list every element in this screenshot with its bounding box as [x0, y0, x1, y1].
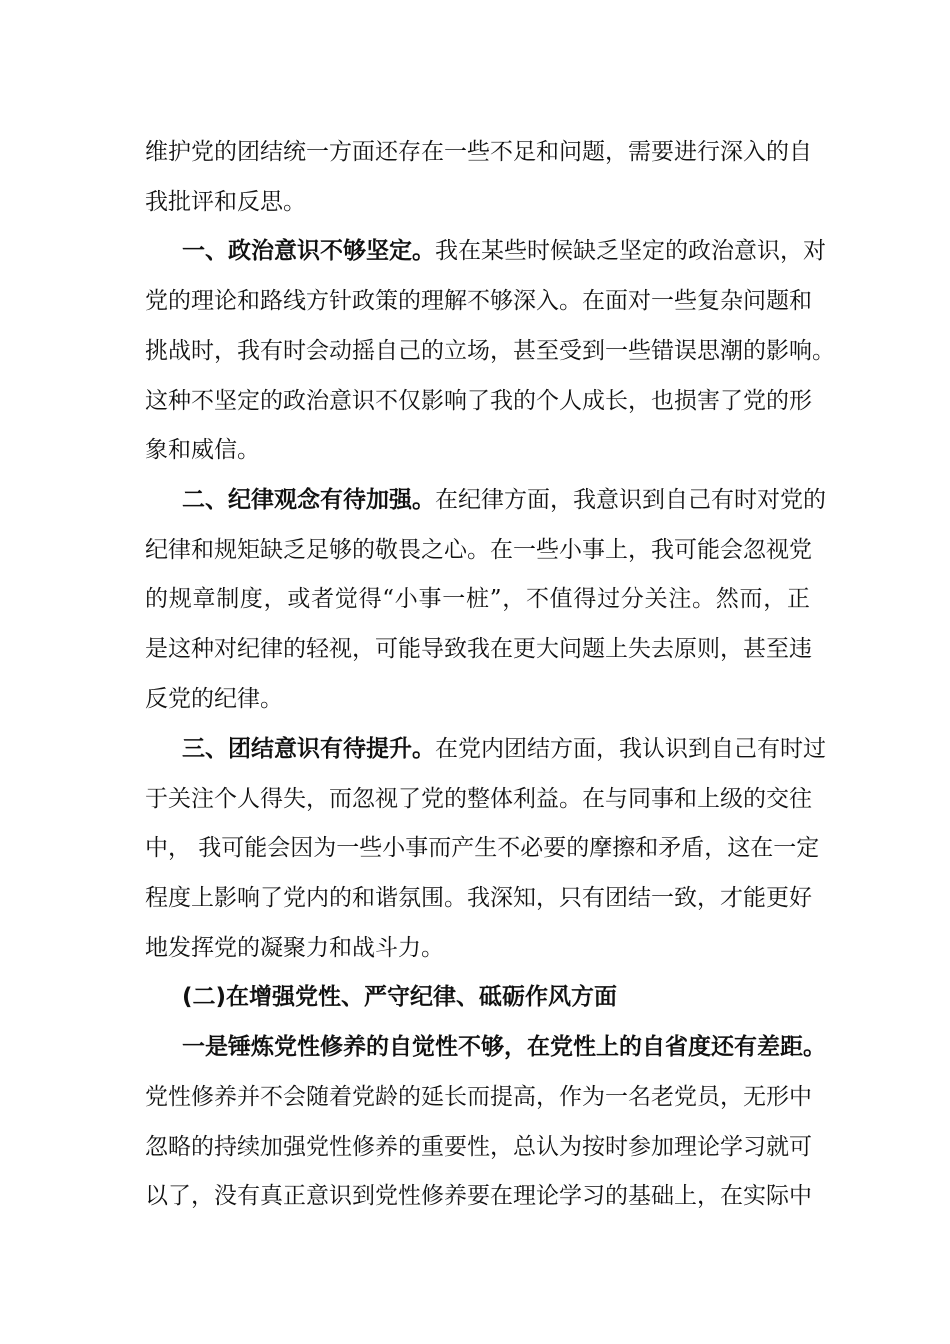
text-line: 以了，没有真正意识到党性修养要在理论学习的基础上，在实际中 — [145, 1183, 812, 1209]
text-line: 是这种对纪律的轻视，可能导致我在更大问题上失去原则，甚至违 — [145, 636, 812, 662]
text-line: 维护党的团结统一方面还存在一些不足和问题，需要进行深入的自 — [145, 139, 812, 165]
text-line: 象和威信。 — [145, 437, 260, 463]
text-line: 忽略的持续加强党性修养的重要性，总认为按时参加理论学习就可 — [145, 1134, 812, 1160]
text-line: 的规章制度，或者觉得“小事一桩”，不值得过分关注。然而，正 — [145, 586, 810, 612]
section-heading-line — [182, 480, 826, 520]
subsection-heading: (二)在增强党性、严守纪律、砥砺作风方面 — [182, 984, 618, 1010]
text-line: 我批评和反思。 — [145, 189, 306, 215]
section-heading-line — [182, 729, 826, 769]
text-line: 这种不坚定的政治意识不仅影响了我的个人成长，也损害了党的形 — [145, 388, 812, 414]
text-line: 党的理论和路线方针政策的理解不够深入。在面对一些复杂问题和 — [145, 288, 812, 314]
subsection-heading-line — [182, 977, 810, 1017]
section-heading-line — [182, 231, 826, 271]
text-line: 纪律和规矩缺乏足够的敬畏之心。在一些小事上，我可能会忽视党 — [145, 537, 812, 563]
text-line: 挑战时，我有时会动摇自己的立场，甚至受到一些错误思潮的影响。 — [145, 338, 835, 364]
text-line: 反党的纪律。 — [145, 686, 283, 712]
text-line: 中， 我可能会因为一些小事而产生不必要的摩擦和矛盾，这在一定 — [145, 835, 820, 861]
point-heading: 一是锤炼党性修养的自觉性不够，在党性上的自省度还有差距。 — [182, 1034, 826, 1060]
text-line: 程度上影响了党内的和谐氛围。我深知，只有团结一致，才能更好 — [145, 885, 812, 911]
text-span: 在纪律方面，我意识到自己有时对党的 — [435, 487, 826, 513]
text-span: 在党内团结方面，我认识到自己有时过 — [435, 736, 826, 762]
section-heading: 三、团结意识有待提升。 — [182, 736, 435, 762]
text-line: 地发挥党的凝聚力和战斗力。 — [145, 935, 444, 961]
section-heading: 一、政治意识不够坚定。 — [182, 238, 435, 264]
text-line: 于关注个人得失，而忽视了党的整体利益。在与同事和上级的交往 — [145, 786, 812, 812]
point-heading-line — [182, 1027, 826, 1067]
section-heading: 二、纪律观念有待加强。 — [182, 487, 435, 513]
text-span: 我在某些时候缺乏坚定的政治意识，对 — [435, 238, 826, 264]
text-line: 党性修养并不会随着党龄的延长而提高，作为一名老党员，无形中 — [145, 1084, 812, 1110]
